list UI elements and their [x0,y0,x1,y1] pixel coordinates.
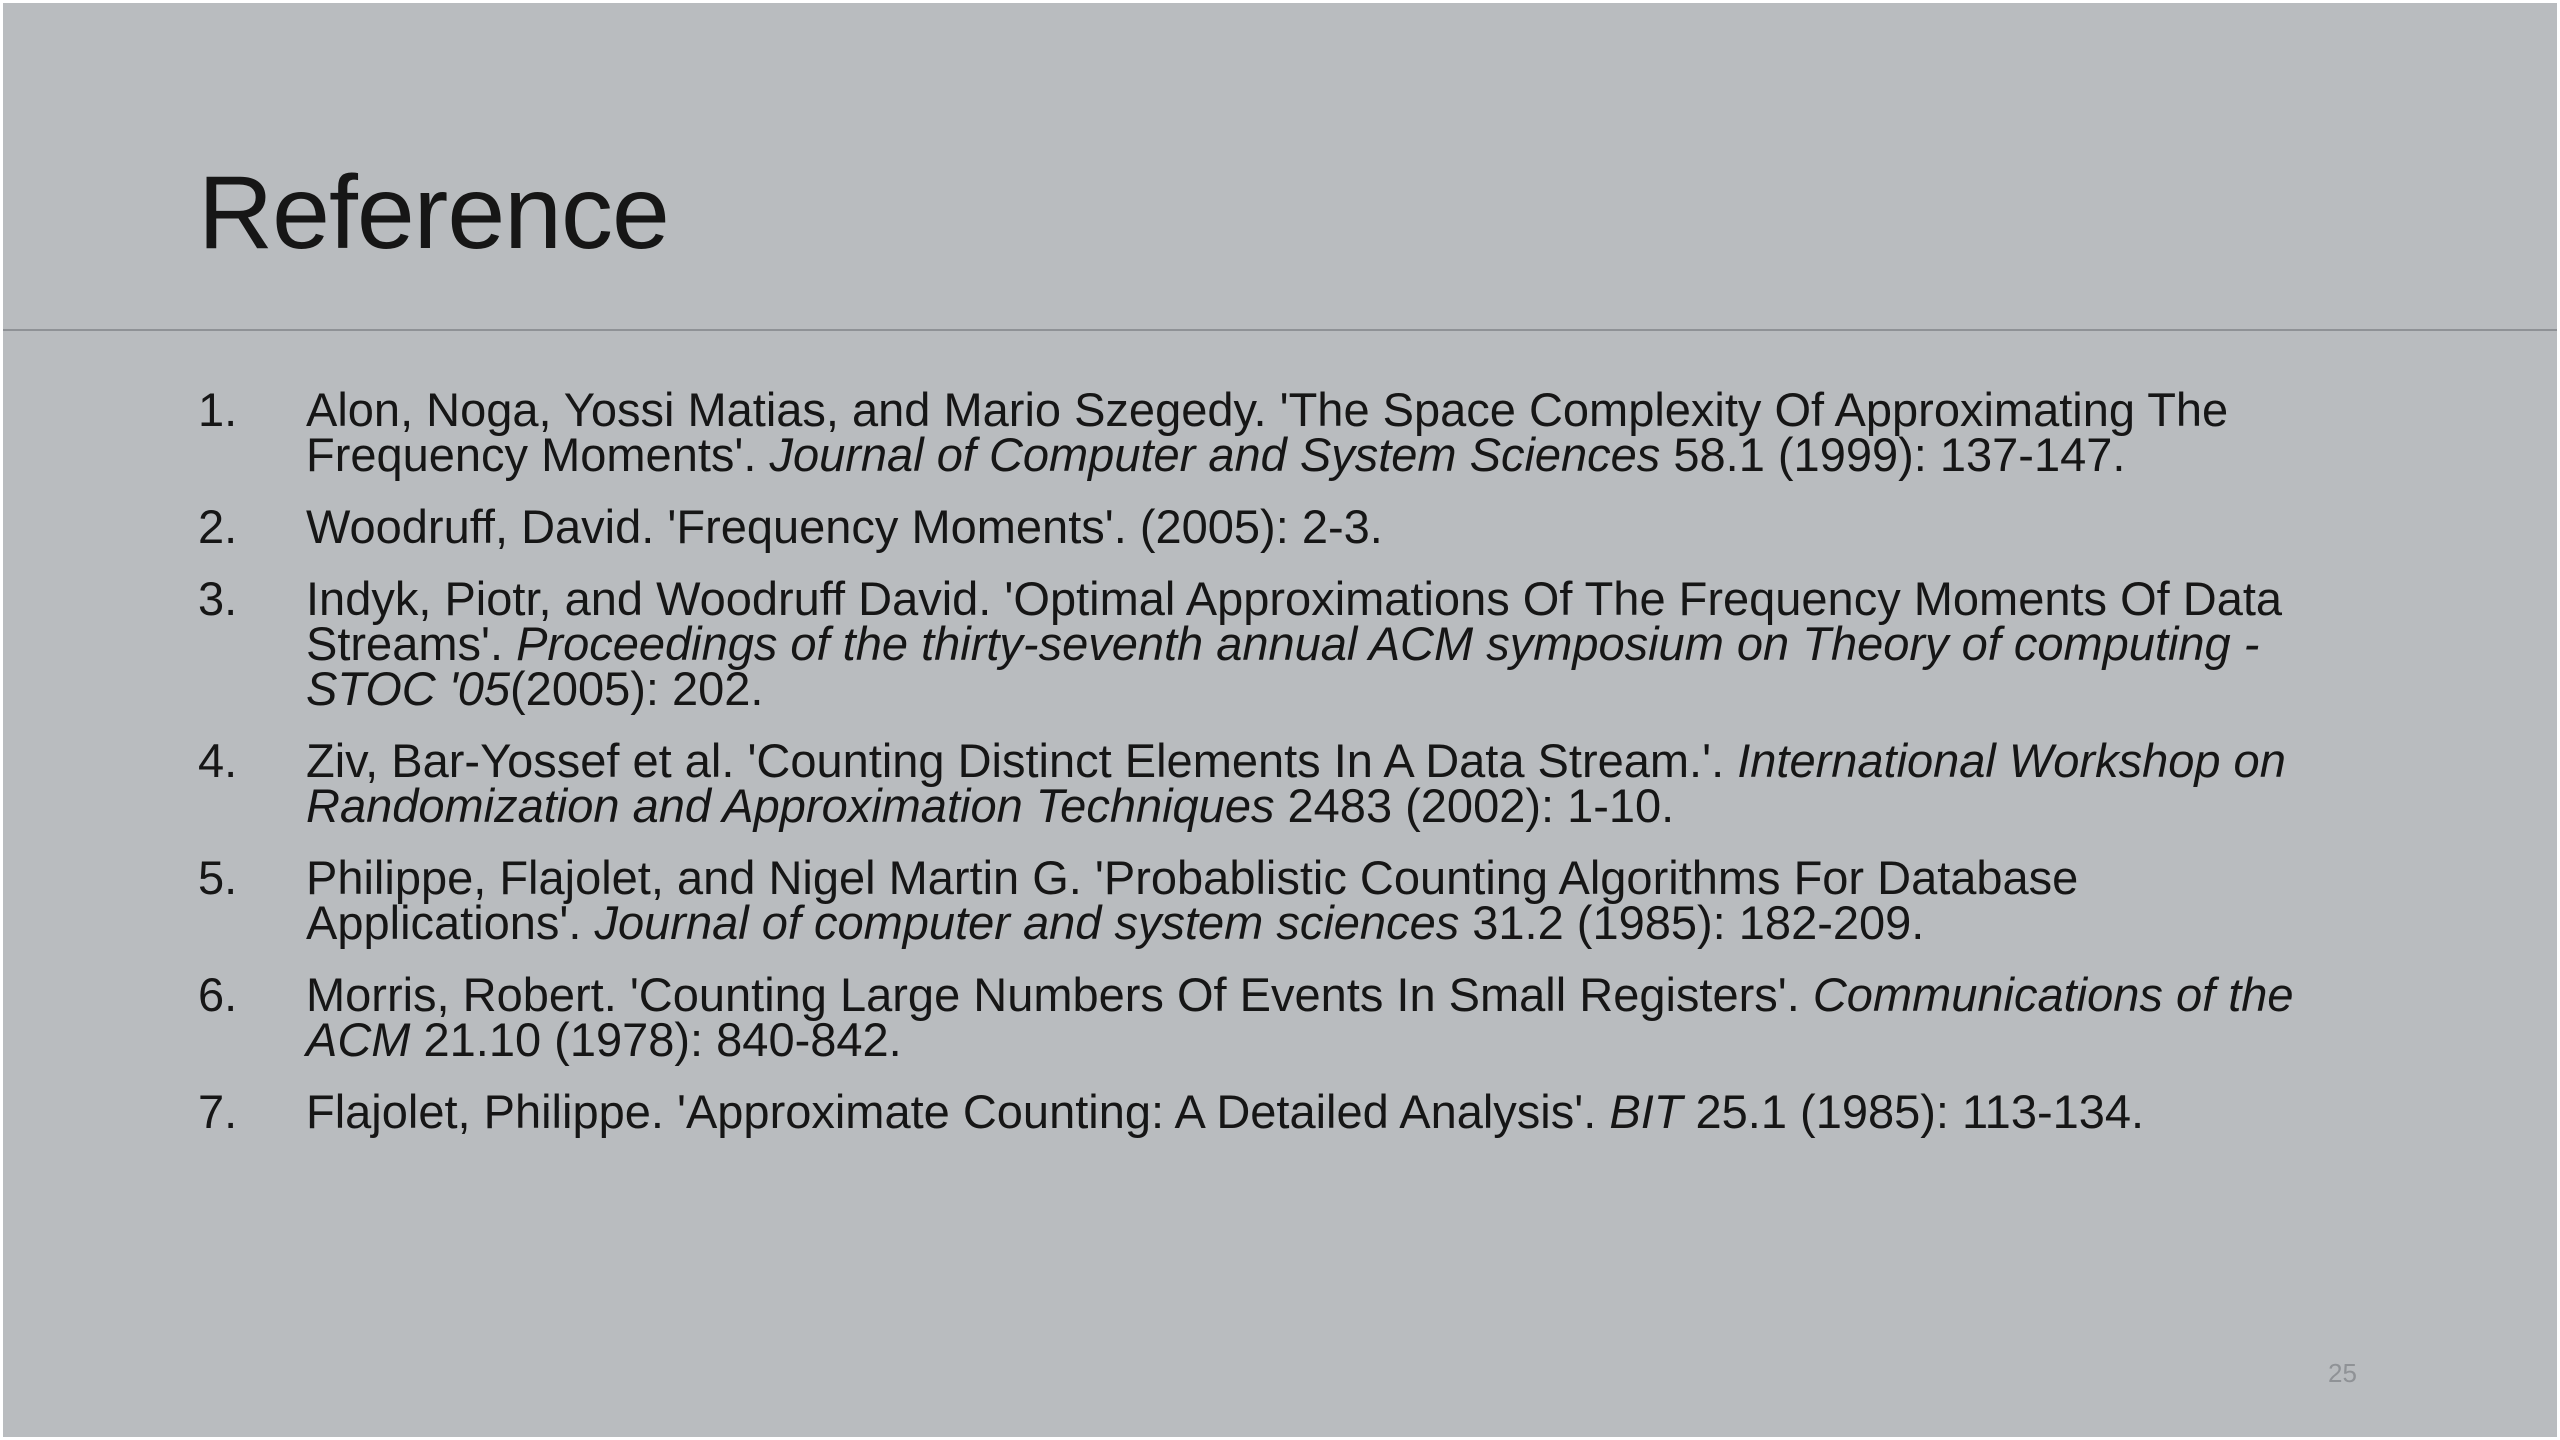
reference-details: 2483 (2002): 1-10. [1274,779,1675,832]
reference-source: BIT [1609,1085,1683,1138]
reference-item [198,851,2348,949]
reference-number: 4. [198,734,238,787]
reference-item [198,1085,2348,1138]
reference-details: 58.1 (1999): 137-147. [1660,428,2126,481]
reference-text: Philippe, Flajolet, and Nigel Martin G. 'Probablistic Counting Algorithms For Database Applications'. [306,851,2079,949]
reference-number: 2. [198,500,238,553]
reference-number: 5. [198,851,238,904]
reference-item [198,734,2348,832]
reference-text: Morris, Robert. 'Counting Large Numbers Of Events In Small Registers'. [306,968,1813,1021]
reference-source: Proceedings of the thirty-seventh annual ACM symposium on Theory of computing - STOC '05 [306,617,2260,715]
reference-list [198,383,2348,1161]
reference-item [198,572,2348,715]
reference-source: Communications of the ACM [306,968,2294,1066]
reference-details: 31.2 (1985): 182-209. [1459,896,1925,949]
reference-source: International Workshop on Randomization and Approximation Techniques [306,734,2286,832]
reference-text: Indyk, Piotr, and Woodruff David. 'Optimal Approximations Of The Frequency Moments Of Data Streams'. [306,572,2283,670]
reference-source: Journal of computer and system sciences [594,896,1460,949]
reference-details: (2005): 202. [510,662,764,715]
slide [3,3,2557,1437]
reference-source: Journal of Computer and System Sciences [769,428,1661,481]
reference-text: Ziv, Bar-Yossef et al. 'Counting Distinct Elements In A Data Stream.'. [306,734,1738,787]
reference-item [198,500,2348,553]
reference-number: 1. [198,383,238,436]
reference-item [198,968,2348,1066]
reference-text: Flajolet, Philippe. 'Approximate Counting: A Detailed Analysis'. [306,1085,1610,1138]
reference-number: 6. [198,968,238,1021]
reference-details: 21.10 (1978): 840-842. [410,1013,902,1066]
page-number: 25 [2328,1358,2357,1388]
reference-number: 7. [198,1085,238,1138]
slide-title: Reference [198,155,669,271]
reference-number: 3. [198,572,238,625]
reference-text: Alon, Noga, Yossi Matias, and Mario Szegedy. 'The Space Complexity Of Approximating The Frequency Moments'. [306,383,2229,481]
reference-details: 25.1 (1985): 113-134. [1682,1085,2145,1138]
title-divider [3,329,2557,331]
reference-text: Woodruff, David. 'Frequency Moments'. (2005): 2-3. [306,500,1383,553]
reference-item [198,383,2348,481]
